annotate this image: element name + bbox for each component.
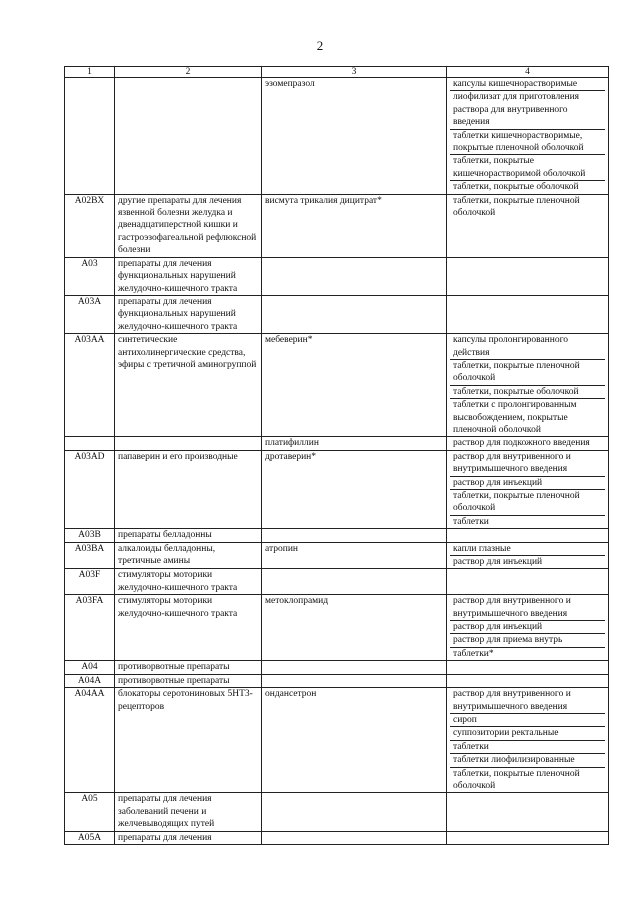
substance-name: метоклопрамид [262, 595, 447, 661]
dosage-form: раствор для инъекций [450, 477, 605, 490]
dosage-form: таблетки, покрытые пленочной оболочкой [450, 360, 605, 386]
column-header: 1 [65, 67, 115, 78]
atc-code [65, 437, 115, 450]
substance-name: висмута трикалия дицитрат* [262, 194, 447, 257]
dosage-form: лиофилизат для приготовления раствора для внутривенного введения [450, 91, 605, 129]
dosage-form: таблетки, покрытые кишечнорастворимой оболочкой [450, 155, 605, 181]
group-name: алкалоиды белладонны, третичные амины [115, 542, 262, 569]
dosage-forms [447, 529, 609, 542]
group-name: папаверин и его производные [115, 450, 262, 528]
dosage-form: таблетки* [453, 648, 494, 659]
table-row [65, 674, 609, 687]
table-row [65, 78, 609, 195]
atc-code: A03 [65, 257, 115, 295]
substance-name: эзомепразол [262, 78, 447, 195]
atc-code: A05 [65, 793, 115, 831]
atc-code: A04A [65, 674, 115, 687]
dosage-forms [447, 831, 609, 844]
atc-code [65, 78, 115, 195]
dosage-form: таблетки [453, 516, 489, 527]
group-name: противорвотные препараты [115, 661, 262, 674]
column-header: 3 [262, 67, 447, 78]
table-row [65, 450, 609, 528]
atc-code: A03FA [65, 595, 115, 661]
table-row [65, 661, 609, 674]
atc-code: A04 [65, 661, 115, 674]
group-name: другие препараты для лечения язвенной болезни желудка и двенадцатиперстной кишки и гастроэзофагеальной рефлюксной болезни [115, 194, 262, 257]
dosage-form: раствор для инъекций [453, 557, 543, 568]
group-name: синтетические антихолинергические средства, эфиры с третичной аминогруппой [115, 334, 262, 437]
table-body [65, 78, 609, 845]
atc-code: A02BX [65, 194, 115, 257]
group-name [115, 437, 262, 450]
substance-name: платифиллин [262, 437, 447, 450]
table-row [65, 595, 609, 661]
substance-name [262, 257, 447, 295]
table-row [65, 257, 609, 295]
dosage-forms [447, 595, 609, 661]
substance-name [262, 661, 447, 674]
atc-code: A04AA [65, 688, 115, 793]
atc-code: A03BA [65, 542, 115, 569]
atc-code: A03B [65, 529, 115, 542]
group-name: противорвотные препараты [115, 674, 262, 687]
table-row [65, 688, 609, 793]
dosage-form: суппозитории ректальные [450, 727, 605, 740]
dosage-form: капсулы пролонгированного действия [450, 334, 605, 360]
substance-name [262, 569, 447, 595]
dosage-form: раствор для инъекций [450, 621, 605, 634]
table-row [65, 194, 609, 257]
dosage-forms [447, 450, 609, 528]
group-name: препараты для лечения функциональных нарушений желудочно-кишечного тракта [115, 257, 262, 295]
table-row [65, 793, 609, 831]
dosage-form: таблетки с пролонгированным высвобождением, покрытые пленочной оболочкой [453, 400, 577, 435]
dosage-forms [447, 569, 609, 595]
table-row [65, 542, 609, 569]
dosage-form: капсулы кишечнорастворимые [450, 78, 605, 91]
table-row [65, 334, 609, 437]
column-header: 4 [447, 67, 609, 78]
substance-name: атропин [262, 542, 447, 569]
substance-name [262, 529, 447, 542]
dosage-forms [447, 78, 609, 195]
dosage-form: раствор для приема внутрь [450, 634, 605, 647]
table-row [65, 569, 609, 595]
dosage-form: таблетки, покрытые пленочной оболочкой [450, 490, 605, 516]
atc-code: A05A [65, 831, 115, 844]
dosage-forms [447, 793, 609, 831]
dosage-form: раствор для подкожного введения [453, 438, 590, 449]
dosage-form: таблетки [450, 741, 605, 754]
atc-code: A03AD [65, 450, 115, 528]
dosage-form: раствор для внутривенного и внутримышечного введения [450, 451, 605, 477]
dosage-form: раствор для внутривенного и внутримышечного введения [450, 595, 605, 621]
atc-code: A03F [65, 569, 115, 595]
group-name: стимуляторы моторики желудочно-кишечного тракта [115, 595, 262, 661]
substance-name [262, 674, 447, 687]
dosage-forms [447, 674, 609, 687]
substance-name: ондансетрон [262, 688, 447, 793]
substance-name [262, 793, 447, 831]
dosage-form: раствор для внутривенного и внутримышечного введения [450, 688, 605, 714]
table-header-row [65, 67, 609, 78]
table-row [65, 437, 609, 450]
group-name: препараты для лечения заболеваний печени и желчевыводящих путей [115, 793, 262, 831]
group-name: стимуляторы моторики желудочно-кишечного тракта [115, 569, 262, 595]
table-row [65, 831, 609, 844]
group-name: блокаторы серотониновых 5НТ3-рецепторов [115, 688, 262, 793]
table-row [65, 295, 609, 333]
dosage-forms [447, 542, 609, 569]
dosage-forms [447, 295, 609, 333]
dosage-forms [447, 661, 609, 674]
dosage-form: таблетки, покрытые оболочкой [450, 386, 605, 399]
substance-name [262, 831, 447, 844]
substance-name [262, 295, 447, 333]
dosage-form: таблетки, покрытые пленочной оболочкой [453, 768, 580, 791]
dosage-form: таблетки лиофилизированные [450, 754, 605, 767]
dosage-forms [447, 194, 609, 257]
group-name: препараты для лечения [115, 831, 262, 844]
substance-name: мебеверин* [262, 334, 447, 437]
atc-code: A03AA [65, 334, 115, 437]
substance-name: дротаверин* [262, 450, 447, 528]
dosage-forms [447, 437, 609, 450]
group-name [115, 78, 262, 195]
atc-code: A03A [65, 295, 115, 333]
dosage-form: капли глазные [450, 543, 605, 556]
group-name: препараты для лечения функциональных нарушений желудочно-кишечного тракта [115, 295, 262, 333]
dosage-forms [447, 688, 609, 793]
dosage-form: таблетки, покрытые пленочной оболочкой [453, 195, 580, 219]
dosage-form: сироп [450, 714, 605, 727]
dosage-form: таблетки, покрытые оболочкой [453, 182, 579, 193]
table-row [65, 529, 609, 542]
dosage-form: таблетки кишечнорастворимые, покрытые пленочной оболочкой [450, 130, 605, 156]
column-header: 2 [115, 67, 262, 78]
dosage-forms [447, 257, 609, 295]
group-name: препараты белладонны [115, 529, 262, 542]
page-number: 2 [316, 38, 324, 53]
drug-table [64, 66, 609, 845]
dosage-forms [447, 334, 609, 437]
